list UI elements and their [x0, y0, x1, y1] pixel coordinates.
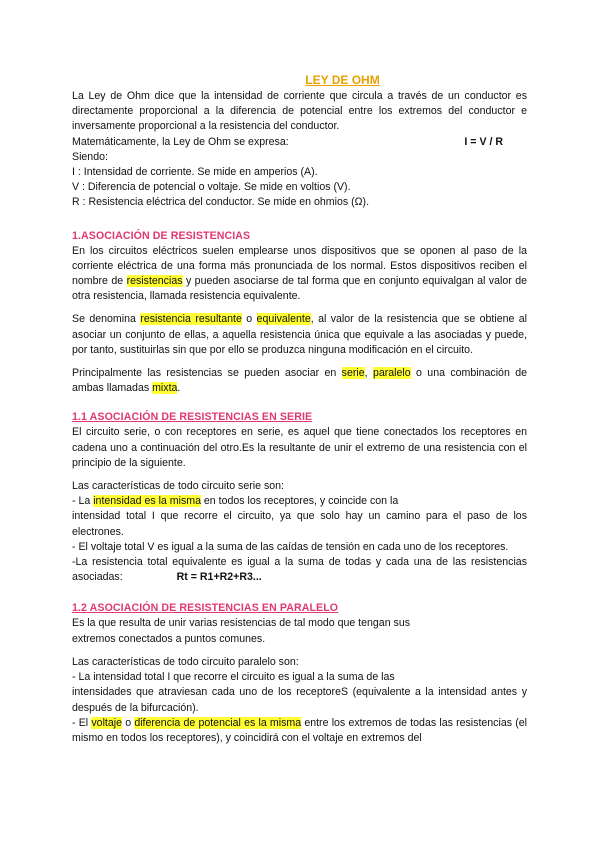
highlight-paralelo: paralelo — [372, 367, 411, 380]
highlight-mixta: mixta — [152, 382, 178, 395]
definition-voltage: V : Diferencia de potencial o voltaje. Se mide en voltios (V). — [72, 181, 351, 194]
asociacion-paragraph-1: En los circuitos eléctricos suelen emplearse unos dispositivos que se oponen al paso de la corriente eléctrica de una forma más pronunciada de los normal. Estos dispositivos reciben el nombre de resistencias y pueden asociarse de tal forma que en conjunto equivalgan al valor de otra resistencia, llamada resistencia equivalente. — [72, 244, 527, 303]
highlight-resistencia-resultante: resistencia resultante — [140, 313, 242, 326]
paralelo-bullet-1a: - La intensidad total I que recorre el circuito es igual a la suma de las — [72, 671, 395, 684]
paralelo-line-2: extremos conectados a puntos comunes. — [72, 632, 266, 645]
paralelo-characteristics-label: Las características de todo circuito paralelo son: — [72, 655, 299, 668]
highlight-equivalente: equivalente — [256, 313, 311, 326]
asociacion-paragraph-2: Se denomina resistencia resultante o equivalente, al valor de la resistencia que se obtiene al asociar un conjunto de ellas, a aquella resistencia única que equivale a las asociadas y puede, por tanto, sustituirlas sin que por ello se produzca ninguna modificación en el circuito. — [72, 313, 528, 356]
highlight-resistencias: resistencias — [126, 275, 183, 288]
asociacion-paragraph-3: Principalmente las resistencias se pueden asociar en serie, paralelo o una combinación de ambas llamadas mixta. — [72, 367, 527, 395]
paralelo-bullet-2: - El voltaje o diferencia de potencial es la misma entre los extremos de todas las resistencias (el mismo en todos los receptores), y coincidirá con el voltaje en extremos del — [72, 716, 528, 744]
formula-intro-text: Matemáticamente, la Ley de Ohm se expresa: — [72, 135, 289, 148]
serie-paragraph: El circuito serie, o con receptores en serie, es aquel que tiene conectados los receptores en cadena uno a continuación del otro.Es la resultante de unir el extremo de una resistencia con el principio de la siguiente. — [72, 426, 527, 469]
document-page — [72, 72, 527, 746]
serie-characteristics-label: Las características de todo circuito serie son: — [72, 480, 284, 493]
document-title: LEY DE OHM — [305, 73, 380, 87]
serie-bullet-1b: intensidad total I que recorre el circuito, ya que solo hay un camino para el paso de los electrones. — [72, 510, 527, 538]
serie-bullet-2: - El voltaje total V es igual a la suma de las caídas de tensión en cada uno de los receptores. — [72, 540, 509, 553]
section-heading-asociacion: 1.ASOCIACIÓN DE RESISTENCIAS — [72, 229, 251, 242]
serie-bullet-1a: - La intensidad es la misma en todos los receptores, y coincide con la — [72, 495, 399, 508]
definition-resistance: R : Resistencia eléctrica del conductor. Se mide en ohmios (Ω). — [72, 196, 370, 209]
serie-bullet-3: -La resistencia total equivalente es igual a la suma de todas y cada una de las resistencias asociadas: Rt = R1+R2+R3... — [72, 556, 527, 584]
highlight-diferencia-potencial: diferencia de potencial es la misma — [134, 716, 302, 729]
highlight-intensidad-misma: intensidad es la misma — [93, 495, 201, 508]
highlight-serie: serie — [341, 367, 365, 380]
ohm-formula: I = V / R — [464, 135, 503, 148]
highlight-voltaje: voltaje — [91, 716, 122, 729]
siendo-label: Siendo: — [72, 150, 108, 163]
paralelo-line-1: Es la que resulta de unir varias resistencias de tal modo que tengan sus — [72, 617, 411, 630]
section-heading-paralelo: 1.2 ASOCIACIÓN DE RESISTENCIAS EN PARALELO — [72, 602, 339, 615]
definition-intensity: I : Intensidad de corriente. Se mide en amperios (A). — [72, 166, 318, 179]
intro-paragraph: La Ley de Ohm dice que la intensidad de corriente que circula a través de un conductor es directamente proporcional a la diferencia de potencial entre los extremos del conductor e inversamente proporcional a la resistencia del conductor. — [72, 90, 527, 133]
series-formula: Rt = R1+R2+R3... — [176, 571, 262, 584]
section-heading-serie: 1.1 ASOCIACIÓN DE RESISTENCIAS EN SERIE — [72, 411, 313, 424]
formula-row — [72, 135, 527, 150]
paralelo-bullet-1b: intensidades que atraviesan cada uno de los receptoreS (equivalente a la intensidad antes y después de la bifurcación). — [72, 686, 527, 714]
